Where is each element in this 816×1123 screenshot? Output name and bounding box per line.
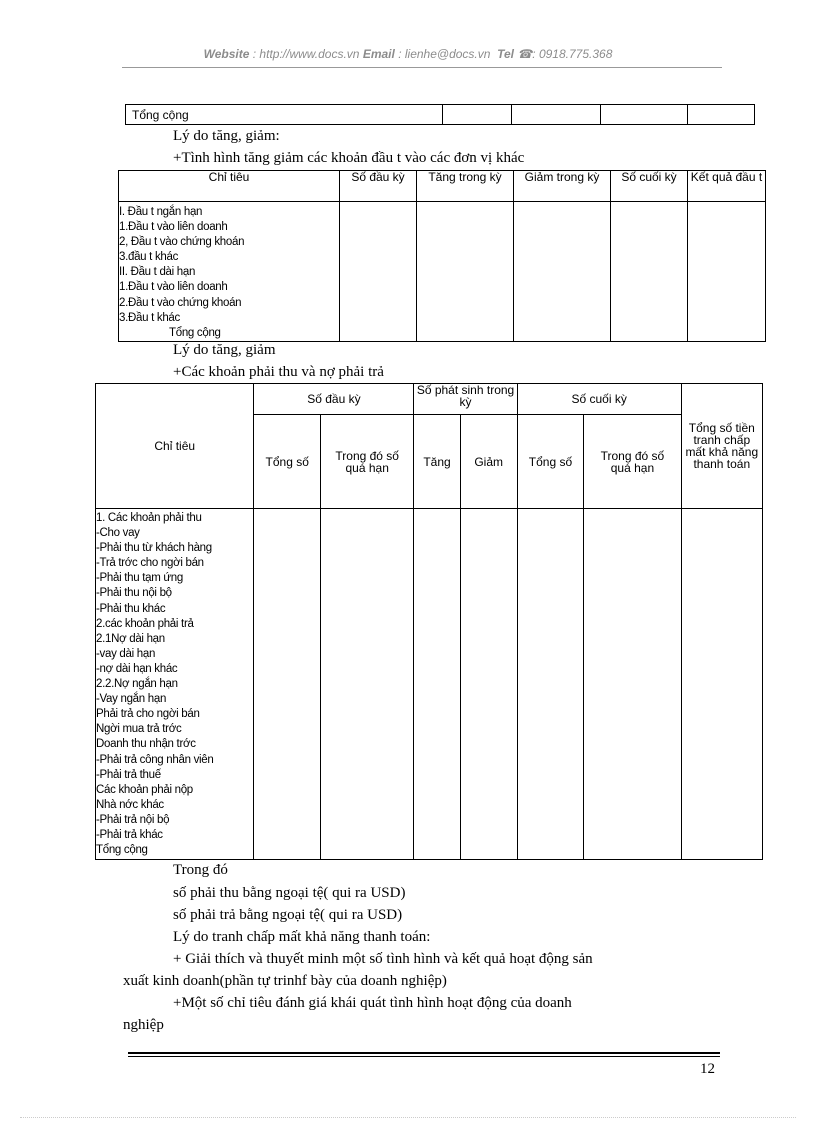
list-item: 3.đầu t khác [119,251,179,264]
table2-row-labels [96,509,254,860]
th-tang: Tăng [414,415,460,509]
list-item: Doanh thu nhận trớc [96,738,196,751]
list-item: -Trả trớc cho ngời bán [96,557,204,570]
table-cell [443,105,512,125]
th-tong-so-1: Tổng số [254,415,321,509]
website-label: Website [203,47,250,61]
th-so-cuoi-ky: Số cuối kỳ [611,171,688,202]
list-item: I. Đầu t ngắn hạn [119,206,203,218]
list-item: 2.2.Nợ ngắn hạn [96,678,178,691]
table1-row-labels [119,202,340,342]
website-url: : http://www.docs.vn [252,47,360,61]
th-group-phat-sinh: Số phát sinh trong kỳ [414,384,517,415]
list-item: -Cho vay [96,527,140,540]
list-item: -Phải thu từ khách hàng [96,542,212,555]
page-bottom-edge [20,1117,796,1118]
page-header [0,47,816,61]
table-cell [688,202,766,342]
list-item: 2.1Nợ dài hạn [96,632,165,645]
table-cell [340,202,417,342]
th-ket-qua: Kết quả đầu t [688,171,766,202]
th-chi-tieu: Chỉ tiêu [119,171,340,202]
note-line-5b: nghiệp [123,1017,164,1033]
list-item: 1. Các khoản phải thu [96,512,202,524]
list-item: -Phải thu nội bộ [96,587,172,600]
list-item: Tổng cộng [169,326,221,339]
table-cell [584,509,681,860]
table-cell [414,509,460,860]
footer-rule-thick [128,1052,720,1054]
list-item: -Phải thu tạm ứng [96,572,183,585]
th-so-dau-ky: Số đầu kỳ [340,171,417,202]
table-cell [460,509,517,860]
th-group-so-dau-ky: Số đầu kỳ [254,384,414,415]
list-item: Tổng cộng [96,844,148,857]
list-item: -Phải thu khác [96,602,166,615]
list-item: 3.Đầu t khác [119,311,180,324]
section-1-title: +Tình hình tăng giảm các khoản đầu t vào các đơn vị khác [173,150,525,166]
reason-2: Lý do tăng, giảm [173,342,276,358]
note-line-4a: + Giải thích và thuyết minh một số tình hình và kết quả hoạt động sản [173,951,593,967]
note-line-1: số phải thu bằng ngoại tệ( qui ra USD) [173,885,406,901]
list-item: -vay dài hạn [96,647,156,660]
table-cell [681,509,762,860]
list-item: -Vay ngắn hạn [96,693,167,706]
list-item: -Phải trả khác [96,828,163,841]
email-value: : lienhe@docs.vn [398,47,491,61]
table-cell [514,202,611,342]
th-tang-trong-ky: Tăng trong kỳ [417,171,514,202]
tel-label: Tel [497,47,514,61]
list-item: 2, Đầu t vào chứng khoán [119,236,245,249]
table-cell [601,105,688,125]
receivables-payables-table [95,383,763,860]
table-cell [512,105,601,125]
th-chi-tieu-2: Chỉ tiêu [96,384,254,509]
list-item: 1.Đầu t vào liên doanh [119,221,228,234]
list-item: -Phải trả nội bộ [96,813,170,826]
tel-value: ☎: 0918.775.368 [517,47,613,61]
note-line-2: số phải trả bằng ngoại tệ( qui ra USD) [173,907,403,923]
th-tong-so-2: Tổng số [517,415,584,509]
list-item: 2.Đầu t vào chứng khoán [119,296,242,309]
top-total-table [125,104,755,125]
table-cell [254,509,321,860]
note-trong-do: Trong đó [173,862,228,878]
table-cell [321,509,414,860]
th-group-so-cuoi-ky: Số cuối kỳ [517,384,681,415]
note-line-5a: +Một số chỉ tiêu đánh giá khái quát tình hình hoạt động của doanh [173,995,572,1011]
th-giam: Giảm [460,415,517,509]
header-rule [122,67,722,68]
list-item: Nhà nớc khác [96,798,164,811]
page-number: 12 [700,1061,715,1077]
table-cell [517,509,584,860]
email-label: Email [362,47,395,61]
th-qua-han-1: Trong đó số quá hạn [321,415,414,509]
note-line-4b: xuất kinh doanh(phần tự trinhf bày của doanh nghiệp) [123,973,447,989]
list-item: 2.các khoản phải trả [96,617,194,630]
list-item: Ngời mua trả trớc [96,723,182,736]
reason-1: Lý do tăng, giảm: [173,128,280,144]
list-item: -nợ dài hạn khác [96,662,178,675]
note-line-3: Lý do tranh chấp mất khả năng thanh toán: [173,929,431,945]
th-qua-han-2: Trong đó số quá hạn [584,415,681,509]
list-item: 1.Đầu t vào liên doanh [119,281,228,294]
top-total-label: Tổng cộng [126,105,443,125]
table-cell [688,105,755,125]
list-item: -Phải trả thuế [96,768,161,781]
list-item: II. Đầu t dài hạn [119,266,196,279]
list-item: -Phải trả công nhân viên [96,753,214,766]
th-giam-trong-ky: Giảm trong kỳ [514,171,611,202]
table-cell [611,202,688,342]
investment-table [118,170,766,342]
section-2-title: +Các khoản phải thu và nợ phải trả [173,364,384,380]
th-tranh-chap: Tổng số tiền tranh chấp mất khả năng thanh toán [681,384,762,509]
list-item: Phải trả cho ngời bán [96,708,200,721]
list-item: Các khoản phải nộp [96,783,193,796]
table-cell [417,202,514,342]
footer-rule-thin [128,1056,720,1057]
